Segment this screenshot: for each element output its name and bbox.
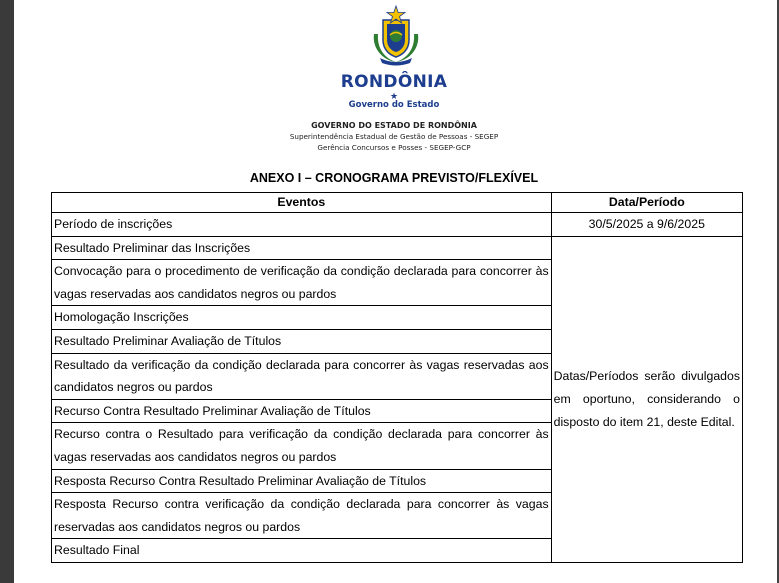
state-coat-of-arms-icon (366, 4, 426, 68)
annex-title: ANEXO I – CRONOGRAMA PREVISTO/FLEXÍVEL (249, 171, 539, 185)
schedule-table (51, 192, 743, 563)
table-header-row (52, 193, 743, 213)
column-header-dates: Data/Período (551, 193, 742, 213)
date-cell-merged: Datas/Períodos serão divulgados em oportuno, considerando o disposto do item 21, deste Edital. (551, 236, 742, 562)
org-line-management: Gerência Concursos e Posses - SEGEP-GCP (317, 143, 471, 152)
column-header-events: Eventos (52, 193, 552, 213)
event-cell: Convocação para o procedimento de verificação da condição declarada para concorrer às vagas reservadas aos candidatos negros ou pardos (52, 260, 552, 306)
event-cell: Resultado Preliminar Avaliação de Títulos (52, 329, 552, 353)
table-row (52, 236, 743, 260)
brand-subtitle: Governo do Estado (348, 100, 440, 110)
event-cell: Resultado Final (52, 539, 552, 563)
event-cell: Resposta Recurso Contra Resultado Preliminar Avaliação de Títulos (52, 469, 552, 493)
star-icon: ★ (389, 91, 399, 101)
org-line-superintendence: Superintendência Estadual de Gestão de Pessoas - SEGEP (289, 132, 499, 141)
event-cell: Resultado Preliminar das Inscrições (52, 236, 552, 260)
brand-name: RONDÔNIA (340, 72, 448, 92)
event-cell: Homologação Inscrições (52, 306, 552, 330)
document-page (14, 0, 777, 583)
event-cell: Recurso Contra Resultado Preliminar Avaliação de Títulos (52, 399, 552, 423)
event-cell: Resultado da verificação da condição declarada para concorrer às vagas reservadas aos candidatos negros ou pardos (52, 353, 552, 399)
org-line-government: GOVERNO DO ESTADO DE RONDÔNIA (311, 121, 477, 130)
viewer-left-margin (0, 0, 14, 583)
event-cell: Recurso contra o Resultado para verificação da condição declarada para concorrer às vagas reservadas aos candidatos negros ou pardos (52, 423, 552, 469)
date-cell: 30/5/2025 a 9/6/2025 (551, 213, 742, 237)
event-cell: Período de inscrições (52, 213, 552, 237)
event-cell: Resposta Recurso contra verificação da condição declarada para concorrer às vagas reservadas aos candidatos negros ou pardos (52, 493, 552, 539)
table-row (52, 213, 743, 237)
